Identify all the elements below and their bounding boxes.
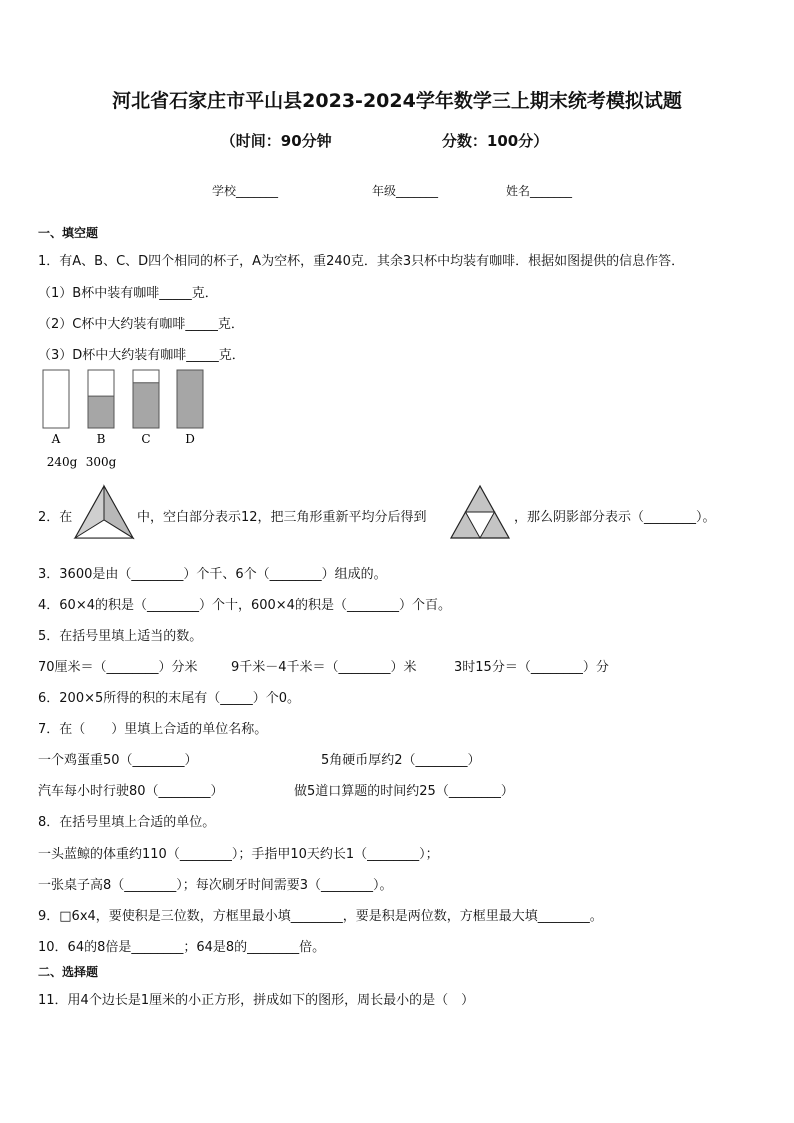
cup-weight-a: 240g bbox=[46, 455, 78, 469]
question-3: 3．3600是由（________）个千、6个（________）组成的。 bbox=[38, 567, 387, 582]
exam-time: （时间：90分钟 bbox=[220, 132, 332, 150]
question-2-pre: 2．在 bbox=[38, 510, 73, 525]
question-5-a: 70厘米＝（________）分米 bbox=[38, 660, 198, 675]
question-5-c: 3时15分＝（________）分 bbox=[454, 660, 609, 675]
exam-score: 分数：100分） bbox=[441, 132, 549, 150]
question-2-mid: 中，空白部分表示12，把三角形重新平均分后得到 bbox=[137, 510, 427, 525]
question-5-stem: 5．在括号里填上适当的数。 bbox=[38, 629, 203, 644]
question-7-a: 一个鸡蛋重50（________） bbox=[38, 753, 198, 768]
name-field: 姓名_______ bbox=[506, 184, 573, 198]
question-10: 10．64的8倍是________；64是8的________倍。 bbox=[38, 940, 326, 955]
cup-label-a: A bbox=[51, 432, 61, 446]
cup-weight-b: 300g bbox=[85, 455, 117, 469]
question-1-part-1: （1）B杯中装有咖啡_____克． bbox=[38, 286, 218, 301]
cup-label-c: C bbox=[141, 432, 151, 446]
question-7-d: 做5道口算题的时间约25（________） bbox=[294, 784, 514, 799]
question-1-part-2: （2）C杯中大约装有咖啡_____克． bbox=[38, 317, 244, 332]
question-4: 4．60×4的积是（________）个十，600×4的积是（________）个百。 bbox=[38, 598, 451, 613]
cup-c-coffee bbox=[133, 383, 159, 428]
question-1-stem: 1．有A、B、C、D四个相同的杯子，A为空杯，重240克．其余3只杯中均装有咖啡．根据如图提供的信息作答． bbox=[38, 254, 685, 269]
page-title: 河北省石家庄市平山县2023-2024学年数学三上期末统考模拟试题 bbox=[112, 90, 682, 112]
triangle-figure-1 bbox=[73, 484, 135, 540]
question-9: 9．□6x4，要使积是三位数，方框里最小填________，要是积是两位数，方框里最大填________。 bbox=[38, 909, 603, 924]
school-field: 学校_______ bbox=[212, 184, 279, 198]
triangle-figure-2 bbox=[449, 484, 511, 540]
question-7-stem: 7．在（ ）里填上合适的单位名称。 bbox=[38, 722, 268, 737]
cup-label-b: B bbox=[96, 432, 106, 446]
section-choice: 二、选择题 bbox=[38, 965, 99, 979]
question-1-part-3: （3）D杯中大约装有咖啡_____克． bbox=[38, 348, 245, 363]
question-7-c: 汽车每小时行驶80（________） bbox=[38, 784, 224, 799]
question-11: 11．用4个边长是1厘米的小正方形，拼成如下的图形，周长最小的是（ ） bbox=[38, 993, 475, 1008]
question-8-line-2: 一张桌子高8（________）；每次刷牙时间需要3（________）。 bbox=[38, 878, 393, 893]
question-8-line-1: 一头蓝鲸的体重约110（________）；手指甲10天约长1（________）； bbox=[38, 847, 439, 862]
grade-field: 年级_______ bbox=[372, 184, 439, 198]
cups-figure bbox=[38, 368, 208, 470]
question-5-b: 9千米－4千米＝（________）米 bbox=[231, 660, 417, 675]
question-8-stem: 8．在括号里填上合适的单位。 bbox=[38, 815, 216, 830]
question-2-post: ，那么阴影部分表示（________）。 bbox=[514, 510, 716, 525]
cup-d-coffee bbox=[177, 370, 203, 428]
section-fill-blank: 一、填空题 bbox=[38, 226, 99, 240]
question-7-b: 5角硬币厚约2（________） bbox=[321, 753, 481, 768]
exam-meta bbox=[0, 130, 794, 151]
cup-a bbox=[43, 370, 69, 428]
cup-b-coffee bbox=[88, 396, 114, 428]
question-6: 6．200×5所得的积的末尾有（_____）个0。 bbox=[38, 691, 301, 706]
cup-label-d: D bbox=[185, 432, 195, 446]
